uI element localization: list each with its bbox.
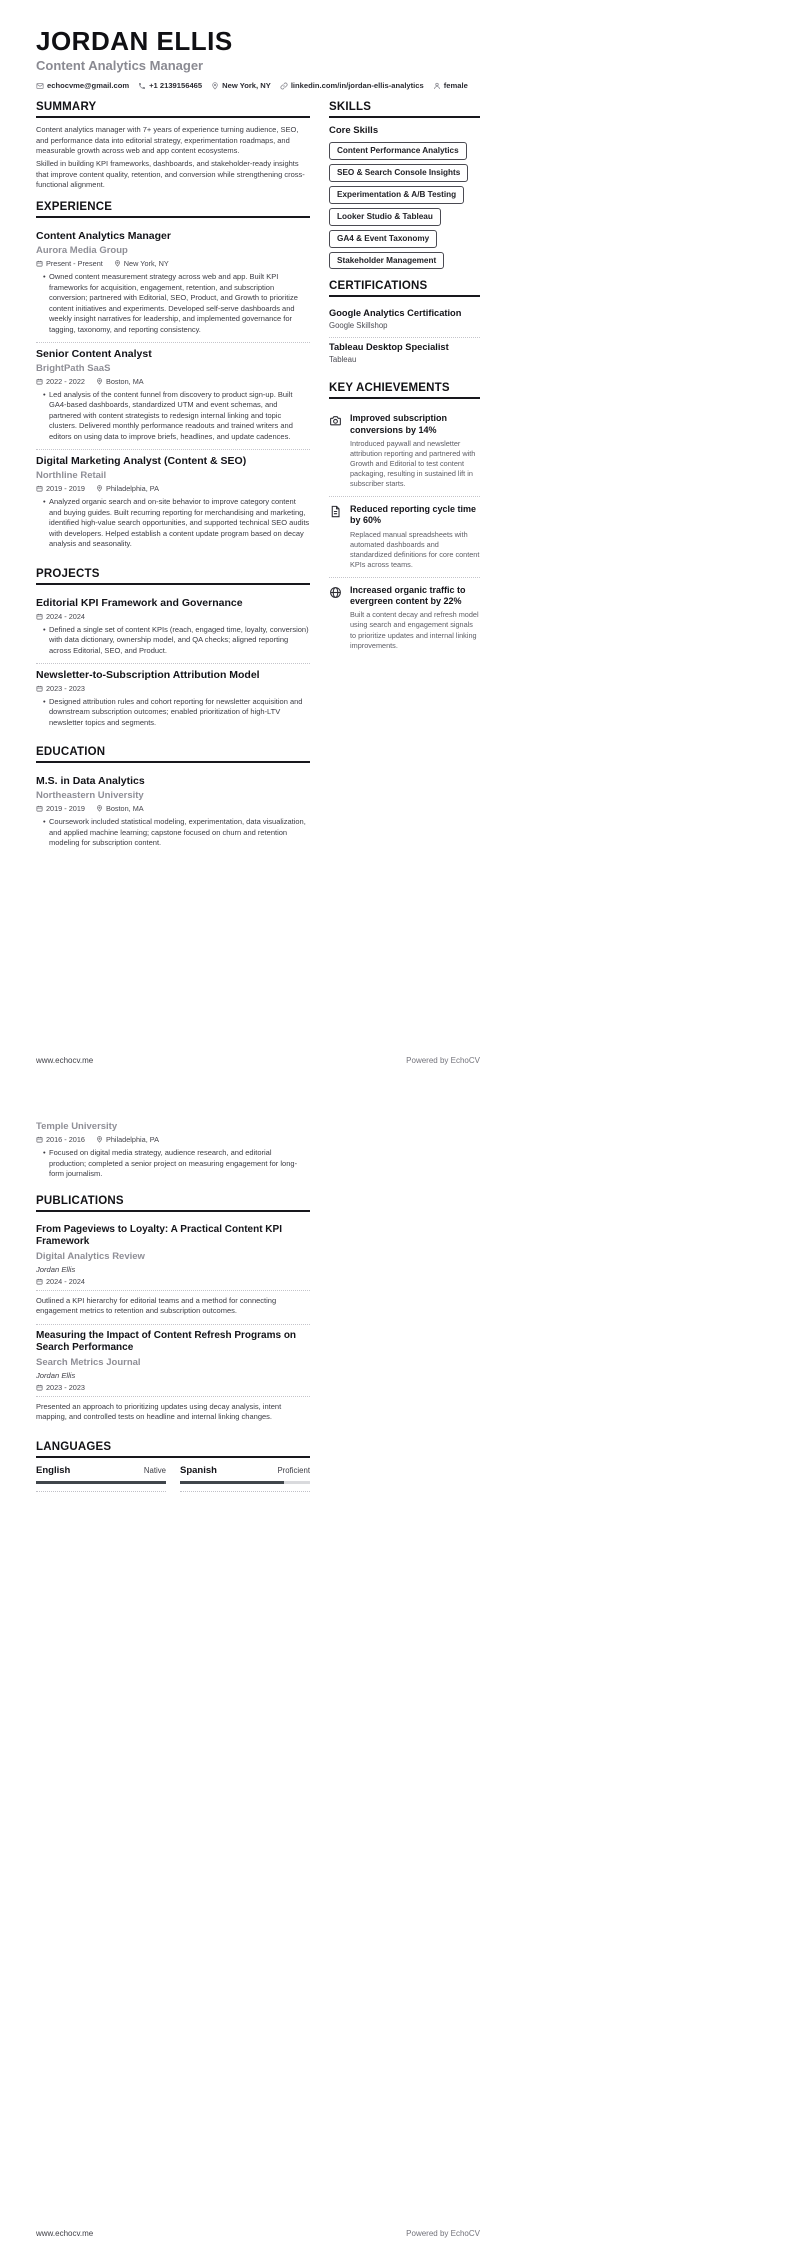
publication-author: Jordan Ellis	[36, 1264, 76, 1274]
publisher-name: Digital Analytics Review	[36, 1250, 145, 1262]
entry-meta	[36, 259, 310, 268]
achievement-title: Increased organic traffic to evergreen content by 22%	[350, 584, 466, 607]
section-heading-languages: LANGUAGES	[36, 1441, 310, 1458]
contact-phone-text: +1 2139156465	[149, 81, 203, 91]
skills-group-label: Core Skills	[329, 125, 379, 137]
document-icon	[329, 504, 343, 570]
resume-header	[36, 28, 480, 90]
footer-url: www.echocv.me	[36, 1056, 94, 1065]
date-range	[36, 1277, 85, 1286]
skill-tag: Stakeholder Management	[329, 252, 444, 270]
entry-location	[114, 259, 169, 268]
dotted-divider	[36, 1491, 166, 1492]
footer-branding: Powered by EchoCV	[406, 2229, 480, 2238]
entry-location	[96, 377, 144, 386]
school-name: Temple University	[36, 1121, 118, 1132]
calendar-icon	[36, 260, 43, 267]
date-range-text: 2022 - 2022	[46, 376, 85, 386]
education-section	[36, 746, 310, 1101]
left-column	[36, 1121, 310, 1492]
location-icon	[96, 1136, 103, 1143]
language-proficiency-bar	[36, 1481, 166, 1484]
location-icon	[96, 485, 103, 492]
bullet: • Coursework included statistical modeling, experimentation, data visualization, and applied machine learning; capstone focused on churn and retention modeling for subscription content.	[43, 817, 310, 849]
achievements-section	[329, 382, 480, 657]
contact-location-text: New York, NY	[222, 81, 271, 91]
project-title: Editorial KPI Framework and Governance	[36, 596, 243, 609]
languages-section	[36, 1441, 310, 1492]
bullet: • Focused on digital media strategy, audience research, and editorial production; completed a senior project on measuring engagement for long-form journalism.	[43, 1148, 310, 1180]
date-range	[36, 259, 103, 268]
job-title: Content Analytics Manager	[36, 230, 171, 243]
skill-tag-list	[329, 142, 480, 269]
entry-location-text: New York, NY	[123, 259, 169, 269]
job-title: Digital Marketing Analyst (Content & SEO)	[36, 455, 247, 468]
date-range-text: 2019 - 2019	[46, 484, 85, 494]
bullet: • Led analysis of the content funnel from discovery to product sign-up. Built GA4-based dashboards, standardized UTM and event schemas, and partnered with content strategists to redesign internal linking and topic clusters. Delivered monthly performance readouts and trained writers and editors on using data to improve briefs, headlines, and update cadences.	[43, 390, 310, 443]
skill-tag: GA4 & Event Taxonomy	[329, 230, 437, 248]
skill-tag: SEO & Search Console Insights	[329, 164, 468, 182]
calendar-icon	[36, 1384, 43, 1391]
location-icon	[96, 805, 103, 812]
section-heading-summary: SUMMARY	[36, 101, 310, 118]
date-range-text: 2016 - 2016	[46, 1135, 85, 1144]
entry-meta	[36, 1135, 310, 1144]
project-item	[36, 664, 310, 735]
date-range	[36, 612, 85, 621]
calendar-icon	[36, 485, 43, 492]
achievement-title: Improved subscription conversions by 14%	[350, 413, 448, 435]
project-title: Newsletter-to-Subscription Attribution Model	[36, 669, 260, 682]
certification-name: Tableau Desktop Specialist	[329, 342, 449, 353]
publisher-name: Search Metrics Journal	[36, 1356, 141, 1368]
contact-linkedin	[280, 81, 424, 90]
entry-meta	[36, 484, 310, 493]
achievement-title: Reduced reporting cycle time by 60%	[350, 504, 477, 526]
section-heading-projects: PROJECTS	[36, 568, 310, 585]
entry-meta	[36, 804, 310, 813]
section-heading-publications: PUBLICATIONS	[36, 1195, 310, 1212]
language-item	[180, 1465, 310, 1492]
date-range	[36, 1135, 85, 1144]
certification-issuer: Tableau	[329, 355, 357, 365]
company-name: Northline Retail	[36, 470, 107, 482]
achievement-body	[350, 413, 480, 489]
contact-gender	[433, 81, 468, 90]
date-range-text: 2024 - 2024	[46, 611, 85, 621]
bullet-list	[36, 272, 310, 335]
education-item	[36, 770, 310, 855]
entry-meta	[36, 1383, 310, 1392]
certifications-section	[329, 280, 480, 371]
school-name: Northeastern University	[36, 790, 144, 802]
experience-item	[36, 343, 310, 449]
education-item-continued	[36, 1121, 310, 1187]
link-icon	[280, 82, 288, 90]
language-proficiency-fill	[36, 1481, 166, 1484]
email-icon	[36, 82, 44, 90]
publication-title: Measuring the Impact of Content Refresh Programs on Search Performance	[36, 1329, 297, 1353]
achievement-body	[350, 504, 480, 570]
language-name: Spanish	[180, 1464, 217, 1476]
entry-meta	[36, 684, 310, 693]
person-icon	[433, 82, 441, 90]
bullet-list	[36, 1148, 310, 1180]
achievement-item	[329, 497, 480, 577]
contact-email	[36, 81, 129, 90]
calendar-icon	[36, 1136, 43, 1143]
section-heading-achievements: KEY ACHIEVEMENTS	[329, 382, 480, 399]
contact-location	[211, 81, 271, 90]
publication-title: From Pageviews to Loyalty: A Practical Content KPI Framework	[36, 1223, 282, 1247]
footer-branding: Powered by EchoCV	[406, 1056, 480, 1065]
globe-icon	[329, 585, 343, 651]
calendar-icon	[36, 685, 43, 692]
publication-author: Jordan Ellis	[36, 1370, 76, 1380]
achievement-description: Introduced paywall and newsletter attribution reporting and partnered with Growth and Editorial to test content packaging, resulting in sustained lift in subscriber starts.	[350, 438, 476, 489]
contact-phone	[138, 81, 202, 90]
date-range	[36, 804, 85, 813]
publication-item	[36, 1219, 310, 1324]
certification-issuer: Google Skillshop	[329, 321, 388, 331]
bullet: • Owned content measurement strategy across web and app. Built KPI frameworks for acquisition, engagement, retention, and subscription conversion; partnered with Editorial, SEO, Product, and Growth to prioritize content initiatives and experiments. Developed self-serve dashboards and weekly insight narratives for leadership, and implemented governance for tagging, taxonomy, and reporting consistency.	[43, 272, 310, 335]
dotted-divider	[36, 1290, 310, 1291]
section-heading-education: EDUCATION	[36, 746, 310, 763]
entry-location	[96, 484, 159, 493]
job-title: Senior Content Analyst	[36, 348, 152, 361]
publication-description: Presented an approach to prioritizing updates using decay analysis, intent mapping, and controlled tests on headline and internal linking changes.	[36, 1401, 282, 1421]
language-proficiency-bar	[180, 1481, 310, 1484]
date-range-text: 2019 - 2019	[46, 804, 85, 814]
section-heading-skills: SKILLS	[329, 101, 480, 118]
camera-icon	[329, 413, 343, 489]
date-range	[36, 484, 85, 493]
language-level: Proficient	[277, 1465, 310, 1475]
bullet: • Defined a single set of content KPIs (reach, engaged time, loyalty, conversion) with data dictionary, ownership model, and QA checks; aligned reporting across Editorial, SEO, and Product.	[43, 625, 310, 657]
certification-item	[329, 304, 480, 337]
achievement-body	[350, 585, 480, 651]
contact-gender-text: female	[443, 81, 468, 91]
projects-section	[36, 568, 310, 736]
language-proficiency-fill	[180, 1481, 284, 1484]
skills-section	[329, 101, 480, 269]
contact-email-text: echocvme@gmail.com	[47, 81, 130, 91]
dotted-divider	[180, 1491, 310, 1492]
language-level: Native	[143, 1465, 166, 1475]
entry-location	[96, 1135, 159, 1144]
skill-tag: Experimentation & A/B Testing	[329, 186, 464, 204]
calendar-icon	[36, 805, 43, 812]
company-name: BrightPath SaaS	[36, 362, 111, 374]
bullet-list	[36, 497, 310, 550]
skill-tag: Content Performance Analytics	[329, 142, 467, 160]
contact-row	[36, 81, 480, 90]
date-range-text: 2024 - 2024	[46, 1276, 85, 1286]
resume-page-1	[0, 0, 794, 1073]
date-range-text: 2023 - 2023	[46, 1382, 85, 1392]
publication-description: Outlined a KPI hierarchy for editorial teams and a method for connecting engagement metrics to retention and subscription outcomes.	[36, 1295, 277, 1315]
language-list	[36, 1465, 310, 1492]
footer-url: www.echocv.me	[36, 2229, 94, 2238]
achievement-description: Built a content decay and refresh model using search and engagement signals to prioritize updates and internal linking improvements.	[350, 610, 479, 650]
bullet-list	[36, 817, 310, 849]
achievement-item	[329, 406, 480, 496]
entry-location-text: Boston, MA	[105, 804, 144, 814]
entry-location-text: Boston, MA	[105, 376, 144, 386]
phone-icon	[138, 82, 146, 90]
location-icon	[96, 378, 103, 385]
section-heading-experience: EXPERIENCE	[36, 201, 310, 218]
summary-paragraph: Content analytics manager with 7+ years of experience turning audience, SEO, and performance data into editorial strategy, experimentation roadmaps, and measurable growth across web and app content ecosystems.	[36, 125, 299, 155]
right-column	[329, 101, 480, 668]
bullet: • Analyzed organic search and on-site behavior to improve category content and buying guides. Built recurring reporting for merchandising and marketing, identified high-value search opportunities, and supported technical SEO audits with developers. Helped establish a content update program based on decay analysis and seasonality.	[43, 497, 310, 550]
experience-item	[36, 450, 310, 556]
date-range	[36, 377, 85, 386]
bullet-list	[36, 390, 310, 443]
achievement-description: Replaced manual spreadsheets with automated dashboards and standardized definitions for core content KPIs across teams.	[350, 529, 480, 569]
entry-location	[96, 804, 144, 813]
entry-location-text: Philadelphia, PA	[105, 1135, 159, 1144]
date-range-text: Present - Present	[46, 259, 103, 269]
entry-meta	[36, 377, 310, 386]
summary-section	[36, 101, 310, 190]
date-range	[36, 684, 85, 693]
summary-paragraph: Skilled in building KPI frameworks, dashboards, and stakeholder-ready insights that improve content quality, retention, and conversion while strengthening cross-functional alignment.	[36, 159, 305, 190]
calendar-icon	[36, 1278, 43, 1285]
bullet: • Designed attribution rules and cohort reporting for newsletter acquisition and downstream subscription outcomes; enabled prioritization of high-LTV newsletter topics and segments.	[43, 697, 310, 729]
entry-meta	[36, 612, 310, 621]
achievement-item	[329, 578, 480, 658]
entry-meta	[36, 1277, 310, 1286]
dotted-divider	[36, 1396, 310, 1397]
skill-tag: Looker Studio & Tableau	[329, 208, 441, 226]
date-range-text: 2023 - 2023	[46, 683, 85, 693]
publication-item	[36, 1325, 310, 1430]
candidate-title: Content Analytics Manager	[36, 58, 204, 74]
page-footer	[36, 1056, 480, 1065]
degree-title: M.S. in Data Analytics	[36, 775, 145, 788]
language-name: English	[36, 1464, 71, 1476]
bullet-list	[36, 697, 310, 729]
entry-location-text: Philadelphia, PA	[105, 484, 159, 494]
language-item	[36, 1465, 166, 1492]
page-footer	[36, 2229, 480, 2238]
certification-name: Google Analytics Certification	[329, 308, 462, 319]
calendar-icon	[36, 613, 43, 620]
certification-item	[329, 338, 480, 371]
experience-item	[36, 225, 310, 342]
candidate-name: JORDAN ELLIS	[36, 26, 233, 56]
resume-page-2	[0, 1073, 794, 2246]
date-range	[36, 1383, 85, 1392]
location-icon	[211, 82, 219, 90]
left-column	[36, 101, 310, 1112]
publications-section	[36, 1195, 310, 1430]
experience-section	[36, 201, 310, 556]
project-item	[36, 592, 310, 663]
bullet-list	[36, 625, 310, 657]
location-icon	[114, 260, 121, 267]
contact-linkedin-text: linkedin.com/in/jordan-ellis-analytics	[290, 81, 424, 91]
calendar-icon	[36, 378, 43, 385]
company-name: Aurora Media Group	[36, 245, 128, 257]
section-heading-certifications: CERTIFICATIONS	[329, 280, 480, 297]
